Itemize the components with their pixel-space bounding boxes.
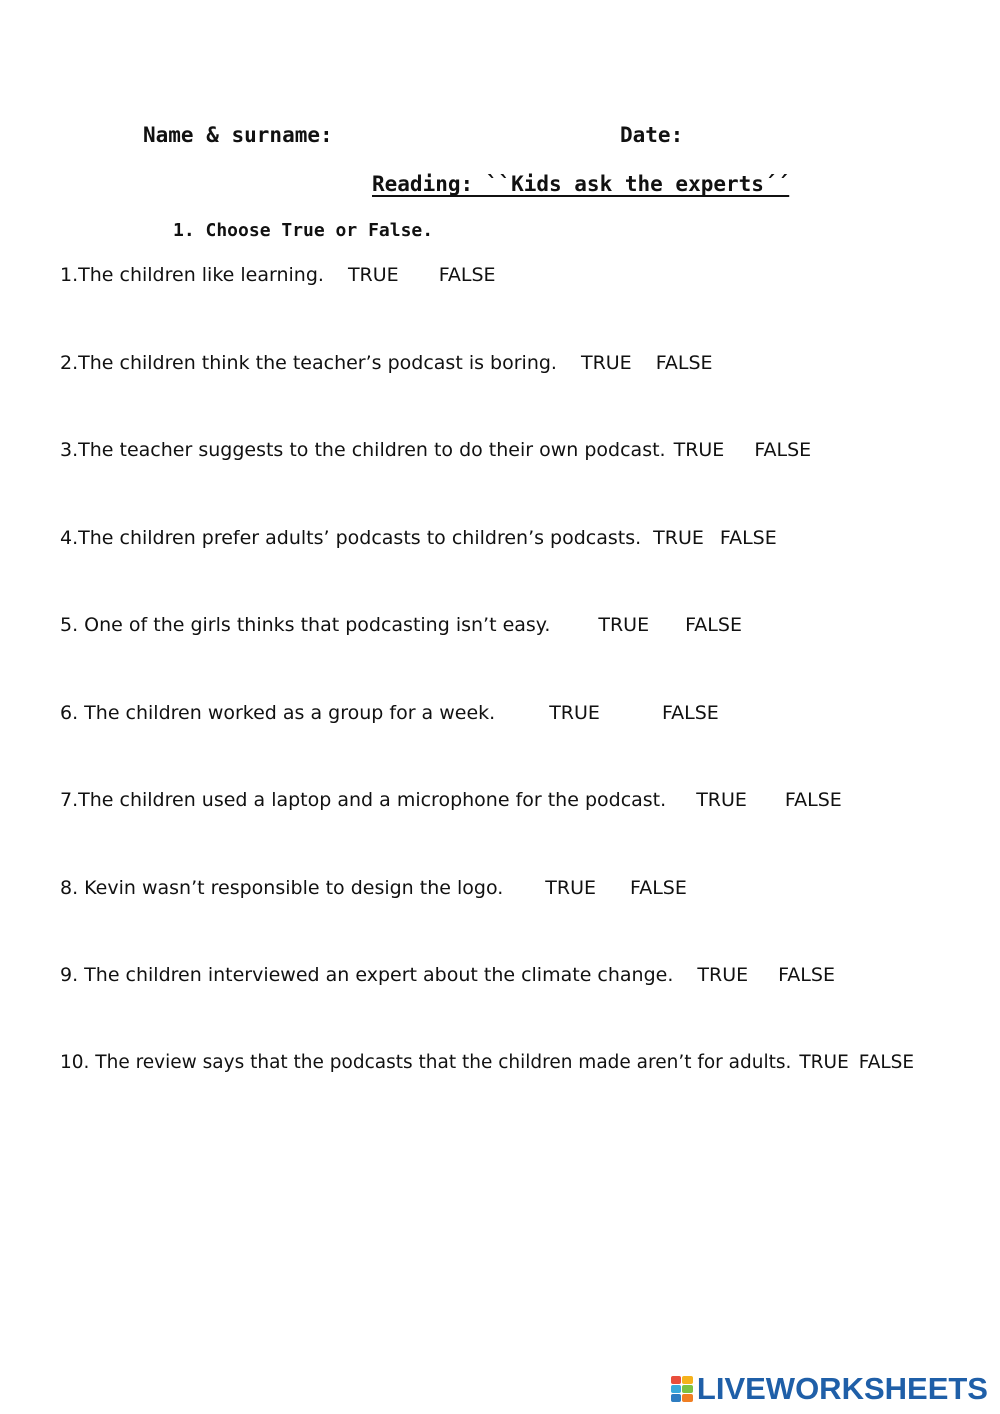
logo-tile [682,1376,693,1384]
false-option[interactable]: FALSE [438,264,496,286]
true-option[interactable]: TRUE [347,264,399,286]
question-text: 1.The children like learning. [60,264,324,286]
false-option[interactable]: FALSE [778,964,835,986]
question-text: 2.The children think the teacher’s podcast is boring. [60,352,557,374]
date-label: Date: [620,123,684,147]
liveworksheets-wordmark: LIVEWORKSHEETS [696,1371,988,1406]
true-option[interactable]: TRUE [580,352,632,374]
true-option[interactable]: TRUE [697,964,749,986]
liveworksheets-logo-icon [671,1376,693,1402]
true-option[interactable]: TRUE [549,702,600,724]
liveworksheets-logo [671,1372,988,1406]
logo-tile [682,1385,693,1393]
question-row [60,1051,914,1075]
false-option[interactable]: FALSE [784,789,842,811]
logo-tile [671,1376,682,1384]
false-option[interactable]: FALSE [719,527,777,549]
logo-tile [682,1394,693,1402]
false-option[interactable]: FALSE [685,614,742,636]
false-option[interactable]: FALSE [754,439,812,461]
question-text: 8. Kevin wasn’t responsible to design the logo. [60,877,504,899]
false-option[interactable]: FALSE [655,352,713,374]
question-text: 10. The review says that the podcasts that the children made aren’t for adults. [60,1052,792,1073]
question-row [60,613,742,637]
true-option[interactable]: TRUE [653,527,704,549]
false-option[interactable]: FALSE [661,702,719,724]
question-row [60,876,687,900]
name-surname-label: Name & surname: [143,123,333,147]
question-row [60,701,719,725]
false-option[interactable]: FALSE [858,1052,915,1073]
true-option[interactable]: TRUE [545,877,597,899]
question-row [60,963,835,987]
question-row [60,526,777,550]
logo-tile [671,1385,682,1393]
false-option[interactable]: FALSE [630,877,687,899]
question-text: 9. The children interviewed an expert about the climate change. [60,964,674,986]
question-text: 6. The children worked as a group for a week. [60,702,496,724]
question-row [60,788,842,812]
question-text: 7.The children used a laptop and a microphone for the podcast. [60,789,667,811]
question-row [60,438,811,462]
logo-tile [671,1394,682,1402]
true-option[interactable]: TRUE [673,439,725,461]
question-row [60,263,496,287]
true-option[interactable]: TRUE [696,789,747,811]
true-option[interactable]: TRUE [598,614,650,636]
exercise-instruction: 1. Choose True or False. [173,220,434,241]
question-row [60,351,713,375]
question-text: 5. One of the girls thinks that podcasting isn’t easy. [60,614,551,636]
question-text: 3.The teacher suggests to the children to do their own podcast. [60,439,666,461]
true-option[interactable]: TRUE [799,1052,849,1073]
question-text: 4.The children prefer adults’ podcasts to children’s podcasts. [60,527,642,549]
page-title: Reading: ``Kids ask the experts´´ [372,172,790,196]
